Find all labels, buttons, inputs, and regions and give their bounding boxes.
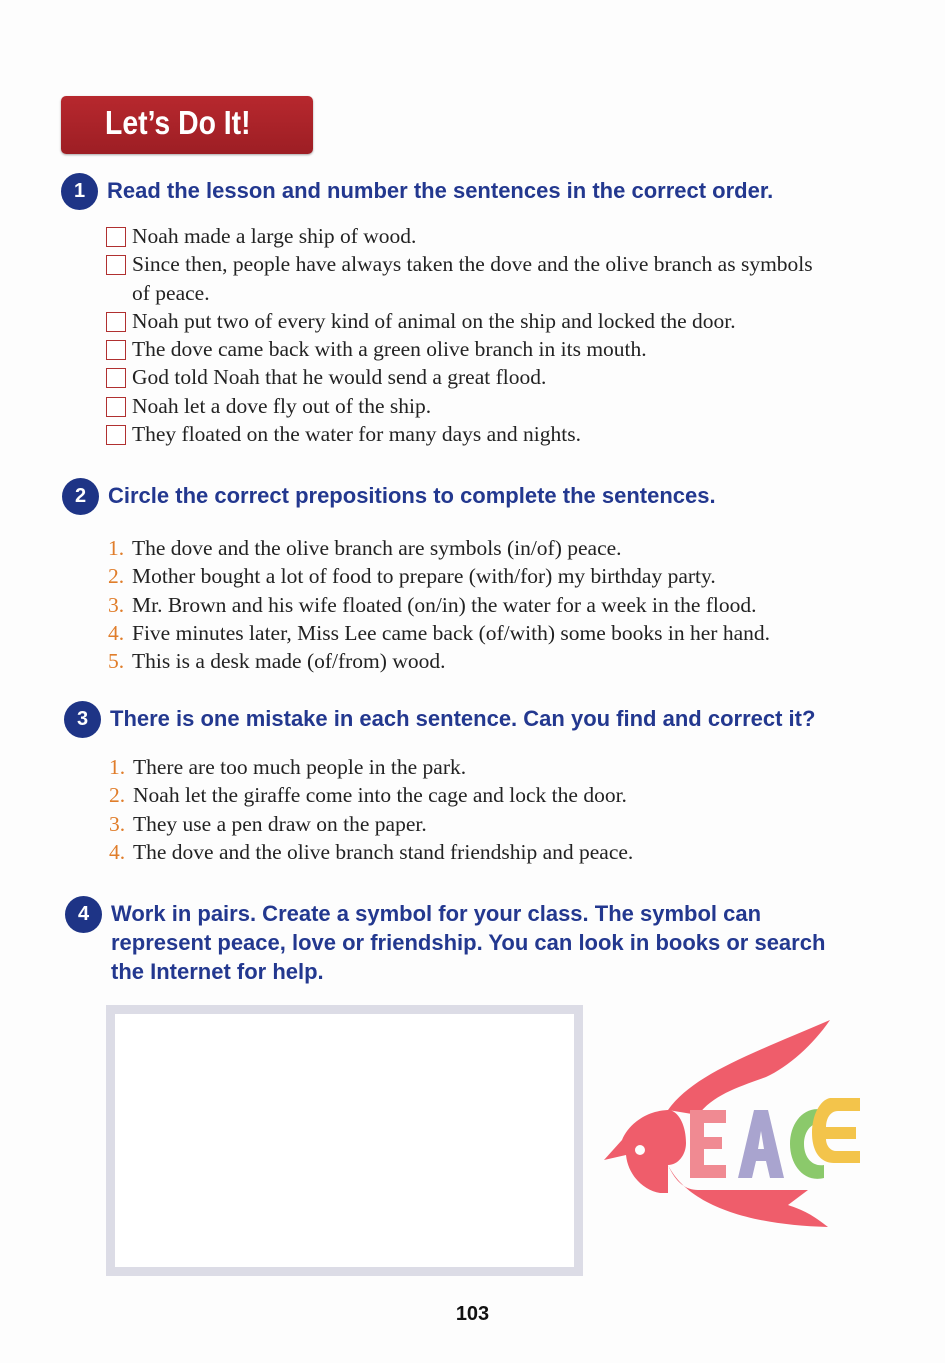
section-2-heading	[62, 478, 716, 515]
sentence-text: Five minutes later, Miss Lee came back (of/with) some books in her hand.	[132, 620, 771, 645]
dove-eye	[635, 1145, 645, 1155]
item-number: 2.	[109, 783, 126, 808]
list-item	[108, 619, 868, 647]
item-number: 1.	[108, 536, 125, 560]
peace-dove-logo	[598, 1015, 868, 1233]
lets-do-it-banner	[61, 96, 313, 154]
sentence-text: This is a desk made (of/from) wood.	[132, 649, 446, 674]
number-checkbox[interactable]	[106, 425, 126, 445]
item-number: 2.	[108, 564, 125, 589]
sentence-text: God told Noah that he would send a great flood.	[132, 365, 547, 390]
sentence-text: The dove and the olive branch are symbols (in/of) peace.	[132, 536, 622, 560]
number-checkbox[interactable]	[106, 397, 126, 417]
item-number: 5.	[108, 649, 125, 674]
section-1-heading	[61, 173, 773, 210]
list-item	[106, 307, 826, 335]
list-item	[106, 392, 826, 420]
sentence-text: Noah let the giraffe come into the cage and lock the door.	[133, 783, 627, 808]
list-item	[108, 534, 868, 562]
list-item	[108, 591, 868, 619]
number-checkbox[interactable]	[106, 227, 126, 247]
ordering-list	[106, 222, 826, 448]
sentence-text: The dove came back with a green olive branch in its mouth.	[132, 337, 647, 362]
section-instruction: There is one mistake in each sentence. Can you find and correct it?	[110, 706, 816, 731]
sentence-text: There are too much people in the park.	[133, 755, 467, 779]
sentence-text: Since then, people have always taken the dove and the olive branch as symbols of peace.	[132, 252, 813, 305]
sentence-text: They floated on the water for many days and nights.	[132, 422, 581, 447]
sentence-text: They use a pen draw on the paper.	[133, 811, 427, 836]
list-item	[108, 562, 868, 590]
list-item	[106, 363, 826, 391]
number-checkbox[interactable]	[106, 312, 126, 332]
list-item	[106, 222, 826, 250]
section-number-badge: 3	[64, 701, 101, 738]
list-item	[106, 335, 826, 363]
dove-upper-wing	[668, 1020, 830, 1115]
letter-e-shape	[690, 1110, 726, 1178]
list-item	[106, 250, 826, 307]
number-checkbox[interactable]	[106, 255, 126, 275]
list-item	[109, 781, 809, 809]
letter-a-shape	[738, 1110, 784, 1178]
letter-e2-shape	[812, 1098, 860, 1163]
sentence-text: Mother bought a lot of food to prepare (with/for) my birthday party.	[132, 564, 716, 589]
list-item	[109, 838, 809, 866]
mistakes-list	[109, 753, 809, 866]
section-instruction: Work in pairs. Create a symbol for your class. The symbol can represent peace, love or friendship. You can look in books or search the Internet for help.	[111, 901, 826, 984]
drawing-area[interactable]	[106, 1005, 583, 1276]
sentence-text: The dove and the olive branch stand friendship and peace.	[133, 839, 634, 864]
number-checkbox[interactable]	[106, 340, 126, 360]
item-number: 4.	[109, 839, 126, 864]
page-number: 103	[455, 1303, 490, 1325]
sentence-text: Noah let a dove fly out of the ship.	[132, 393, 432, 418]
section-instruction: Read the lesson and number the sentences in the correct order.	[107, 178, 774, 203]
sentence-text: Noah put two of every kind of animal on the ship and locked the door.	[132, 308, 736, 333]
list-item	[106, 420, 826, 448]
section-3-heading	[64, 701, 815, 738]
section-number-badge: 2	[62, 478, 99, 515]
banner-title: Let’s Do It!	[105, 104, 251, 141]
item-number: 3.	[108, 592, 125, 617]
item-number: 3.	[109, 811, 126, 836]
sentence-text: Mr. Brown and his wife floated (on/in) the water for a week in the flood.	[132, 592, 757, 617]
sentence-text: Noah made a large ship of wood.	[132, 224, 417, 248]
prepositions-list	[108, 534, 868, 675]
item-number: 1.	[109, 755, 126, 779]
list-item	[109, 810, 809, 838]
section-instruction: Circle the correct prepositions to complete the sentences.	[108, 483, 716, 508]
number-checkbox[interactable]	[106, 368, 126, 388]
dove-head-shape	[604, 1110, 686, 1193]
section-4-heading	[65, 896, 825, 986]
item-number: 4.	[108, 620, 125, 645]
list-item	[109, 753, 809, 781]
list-item	[108, 647, 868, 675]
section-number-badge: 1	[61, 173, 98, 210]
section-number-badge: 4	[65, 896, 102, 933]
